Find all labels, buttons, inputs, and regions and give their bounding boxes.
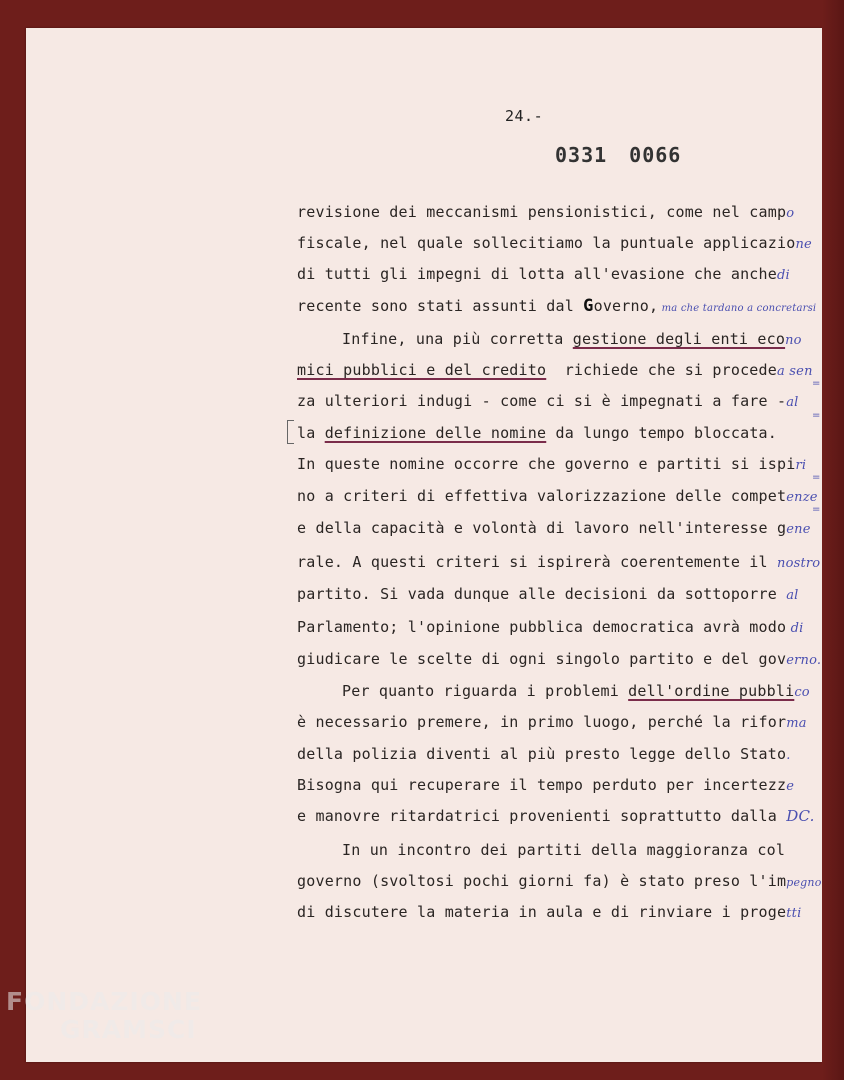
text-line: è necessario premere, in primo luogo, perché la riforma [297, 713, 807, 731]
text-line: giudicare le scelte di ogni singolo partito e del governo. [297, 650, 822, 668]
underlined-phrase: definizione delle nomine [324, 424, 547, 442]
underlined-phrase: dell'ordine pubbli [628, 682, 795, 700]
text-line: Infine, una più corretta gestione degli enti econo [342, 330, 802, 348]
text-line: partito. Si vada dunque alle decisioni da sottoporre al [297, 585, 799, 603]
text-line: mici pubblici e del credito richiede che si procedea sen [297, 361, 813, 379]
underlined-phrase: mici pubblici e del credito [297, 361, 547, 379]
text-line: In un incontro dei partiti della maggioranza col [342, 841, 786, 859]
text-line: recente sono stati assunti dal Governo, ma che tardano a concretarsi [297, 296, 817, 316]
text-line: Per quanto riguarda i problemi dell'ordine pubblico [342, 682, 810, 700]
watermark-line-2: GRAMSCI [60, 1015, 197, 1044]
text-line: di discutere la materia in aula e di rinviare i progetti [297, 903, 802, 921]
text-line: di tutti gli impegni di lotta all'evasione che anchedi [297, 265, 790, 283]
text-line: governo (svoltosi pochi giorni fa) è stato preso l'impegno [297, 872, 822, 890]
margin-mark: = [812, 378, 821, 389]
archive-stamp [555, 143, 681, 167]
page-edge [822, 0, 844, 1080]
underlined-phrase: gestione degli enti eco [572, 330, 786, 348]
text-line: revisione dei meccanismi pensionistici, come nel campo [297, 203, 795, 221]
margin-mark: = [812, 472, 821, 483]
text-line: rale. A questi criteri si ispirerà coerentemente il nostro [297, 553, 821, 571]
page-number: 24.- [505, 107, 544, 125]
text-line: Parlamento; l'opinione pubblica democratica avrà modo di [297, 618, 804, 636]
stamp-left: 0331 [555, 143, 608, 167]
text-line: no a criteri di effettiva valorizzazione delle competenze [297, 487, 818, 505]
watermark-line-1: FONDAZIONE [6, 987, 203, 1016]
text-line: za ulteriori indugi - come ci si è impegnati a fare -al [297, 392, 799, 410]
text-line: la definizione delle nomine da lungo tempo bloccata. [297, 424, 778, 442]
text-line: della polizia diventi al più presto legge dello Stato. [297, 745, 791, 763]
text-line: e della capacità e volontà di lavoro nell'interesse gene [297, 519, 811, 537]
watermark-logo [6, 988, 202, 1044]
margin-mark: = [812, 504, 821, 515]
text-line: In queste nomine occorre che governo e partiti si ispiri [297, 455, 807, 473]
margin-bracket [287, 420, 294, 444]
stamp-right: 0066 [629, 143, 682, 167]
handwritten-correction: G [583, 296, 594, 316]
text-line: Bisogna qui recuperare il tempo perduto per incertezze [297, 776, 795, 794]
text-line: fiscale, nel quale sollecitiamo la puntuale applicazione [297, 234, 812, 252]
text-line: e manovre ritardatrici provenienti soprattutto dalla DC. [297, 807, 815, 825]
margin-mark: = [812, 410, 821, 421]
